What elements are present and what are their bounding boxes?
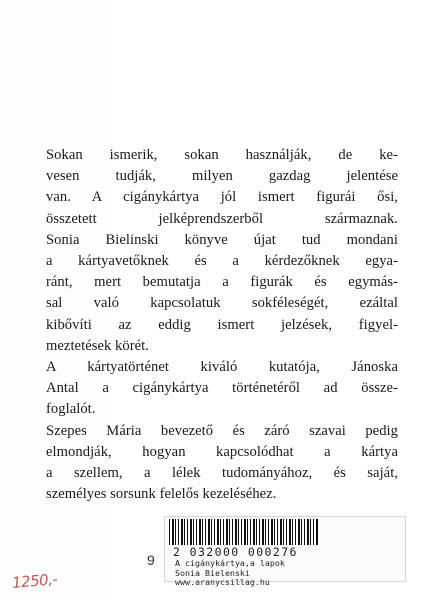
blurb-paragraph-3 <box>46 421 398 506</box>
barcode-sticker <box>164 516 406 588</box>
blurb-line: meztetések körét. <box>46 337 149 354</box>
blurb-line: a kártyavetőknek és a kérdezőknek egya- <box>46 253 398 270</box>
handwritten-price: 1250,- <box>11 570 59 592</box>
blurb-line: van. A cigánykártya jól ismert figurái ősi, <box>46 189 398 206</box>
barcode-number: 2 032000 000276 <box>173 545 298 559</box>
sticker-text <box>175 559 285 588</box>
blurb-line: személyes sorsunk felelős kezeléséhez. <box>46 486 277 503</box>
blurb-line: Antal a cigánykártya történetéről ad össze- <box>46 380 398 397</box>
blurb-line: foglalót. <box>46 401 96 418</box>
blurb-line: sal való kapcsolatuk sokféleségét, ezáltal <box>46 295 398 312</box>
blurb-line: Sokan ismerik, sokan használják, de ke- <box>46 147 398 163</box>
sticker-url: www.aranycsillag.hu <box>175 577 270 588</box>
page-number: 9 <box>147 552 155 568</box>
blurb-paragraph-1 <box>46 145 398 357</box>
blurb-line: ránt, mert bemutatja a figurák és egymás- <box>46 274 398 291</box>
blurb-line: Sonia Bielinski könyve újat tud mondani <box>46 231 398 248</box>
sticker-author: Sonia Bielenski <box>175 567 250 578</box>
blurb-line: kibővíti az eddig ismert jelzések, figyel- <box>46 316 398 333</box>
barcode-icon <box>169 519 319 545</box>
blurb-line: A kártyatörténet kiváló kutatója, Jánoska <box>46 359 398 376</box>
blurb-line: Szepes Mária bevezető és záró szavai pedig <box>46 422 398 439</box>
back-cover-blurb <box>46 145 398 505</box>
blurb-line: összetett jelképrendszerből származnak. <box>46 210 398 227</box>
blurb-line: elmondják, hogyan kapcsolódhat a kártya <box>46 443 398 460</box>
blurb-paragraph-2 <box>46 357 398 421</box>
blurb-line: a szellem, a lélek tudományához, és saját, <box>46 465 398 482</box>
blurb-line: vesen tudják, milyen gazdag jelentése <box>46 168 398 185</box>
sticker-title: A cigánykártya,a lapok <box>175 558 285 568</box>
